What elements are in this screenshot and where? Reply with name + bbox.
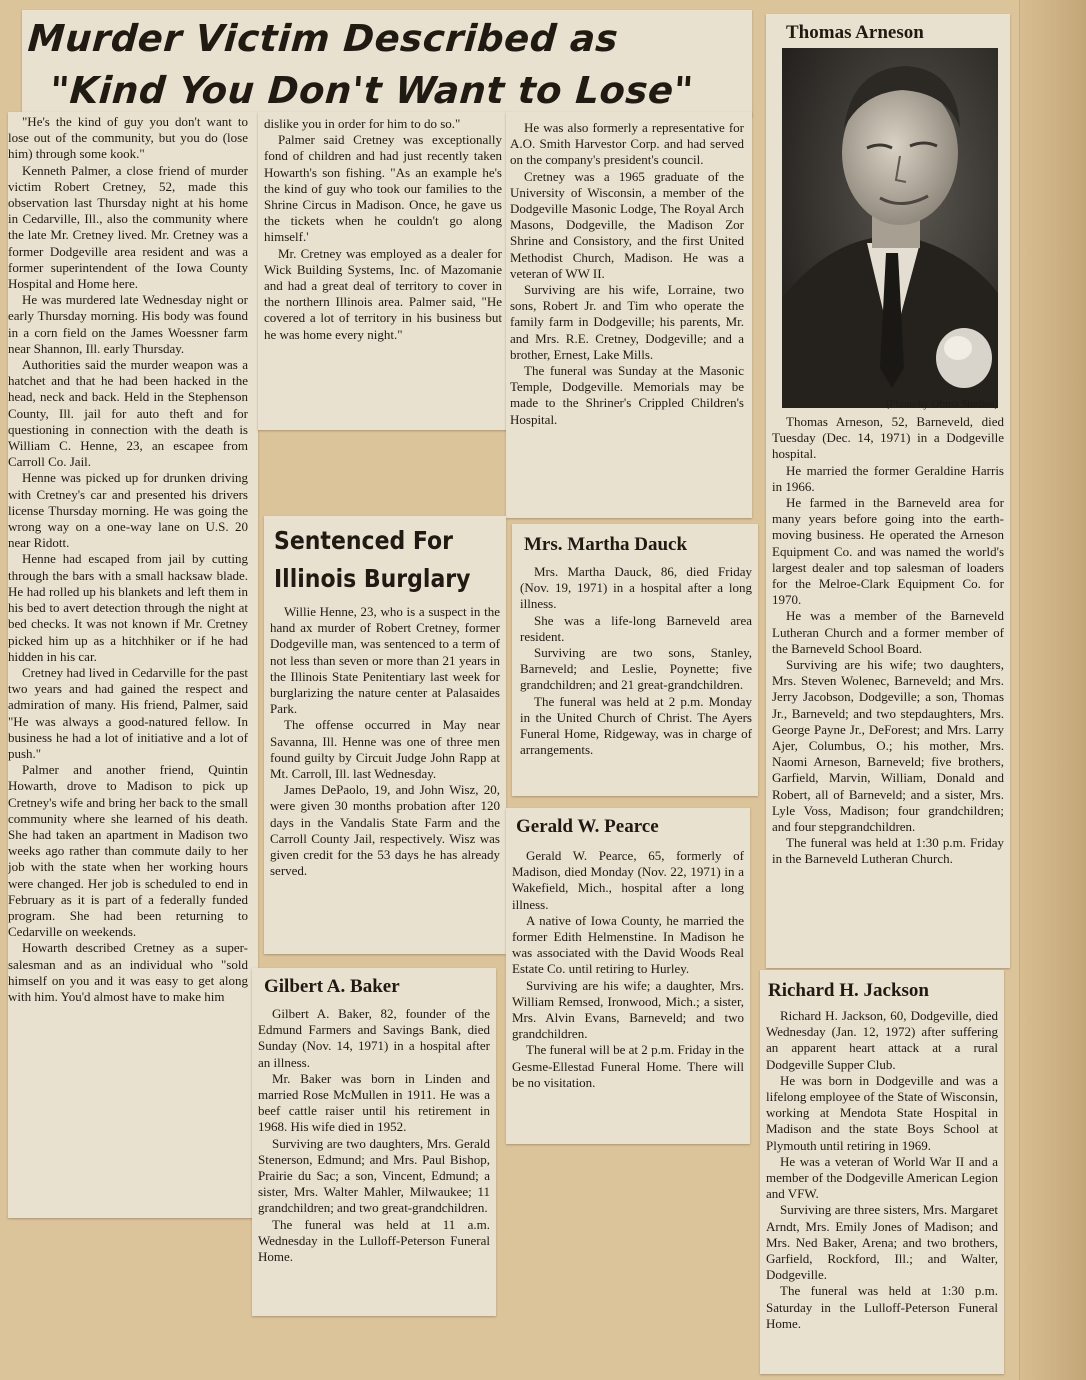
portrait-illustration	[782, 48, 998, 408]
article-paragraph: He farmed in the Barneveld area for many years before going into the earth-moving business. He operated the Arneson Equipment Co. and was named the world's largest dealer and top salesman of loaders for the Melroe-Clark Equipment Co. for 1970.	[772, 495, 1004, 608]
headline-line-1: Murder Victim Described as	[26, 17, 620, 60]
sentenced-headline-1: Sentenced For	[274, 526, 453, 555]
murder-article-column-3	[510, 120, 744, 428]
article-paragraph: A native of Iowa County, he married the former Edith Helmenstine. In Madison he was associated with the David Woods Real Estate Co. until retiring to Hurley.	[512, 912, 744, 977]
obituary-pearce	[506, 808, 750, 1144]
article-paragraph: Howarth described Cretney as a super-salesman and as an individual who "sold himself on you and it was easy to get along with him. You'd almost have to make him	[8, 940, 248, 1004]
scrapbook-page-edge	[1019, 0, 1086, 1380]
article-paragraph: James DePaolo, 19, and John Wisz, 20, were given 30 months probation after 120 days in the Vandalis State Farm and the Carroll County Jail, respectively. Wisz was given credit for the 53 days he has already served.	[270, 782, 500, 879]
murder-article-col3-clip	[506, 112, 752, 518]
article-paragraph: Mr. Baker was born in Linden and married Rose McMullen in 1911. He was a beef cattle raiser until his retirement in 1968. His wife died in 1952.	[258, 1070, 490, 1135]
article-paragraph: Thomas Arneson, 52, Barneveld, died Tuesday (Dec. 14, 1971) in a Dodgeville hospital.	[772, 414, 1004, 462]
headline-line-2: "Kind You Don't Want to Lose"	[48, 69, 695, 112]
obituary-jackson	[760, 970, 1004, 1374]
article-paragraph: He was a veteran of World War II and a member of the Dodgeville American Legion and VFW.	[766, 1153, 998, 1202]
article-paragraph: He was born in Dodgeville and was a lifelong employee of the State of Wisconsin, working at Mendota State Hospital in Madison and the state Boys School at Plymouth until retiring in 1969.	[766, 1072, 998, 1153]
article-paragraph: Palmer and another friend, Quintin Howarth, drove to Madison to pick up Cretney's wife and bring her back to the small community where she learned of his death. She had taken an apartment in Madison two weeks ago rather than commute daily to her job with the state when her working hours were changed. Her job is scheduled to end in February as it is part of a federally funded program. She had been returning to Cedarville on weekends.	[8, 762, 248, 940]
article-paragraph: The funeral will be at 2 p.m. Friday in the Gesme-Ellestad Funeral Home. There will be no visitation.	[512, 1042, 744, 1090]
obituary-body	[766, 1008, 998, 1332]
article-paragraph: She was a life-long Barneveld area resident.	[520, 612, 752, 644]
obituary-body	[520, 564, 752, 758]
obituary-body	[512, 848, 744, 1091]
article-paragraph: Cretney was a 1965 graduate of the University of Wisconsin, a member of the Dodgeville Masonic Lodge, The Royal Arch Masons, Dodgeville, the Madison Zor Shrine and Consistory, and the first United Methodist Church, Madison. He was a veteran of WW II.	[510, 168, 744, 281]
obituary-name: Mrs. Martha Dauck	[524, 534, 688, 555]
obituary-name: Gerald W. Pearce	[516, 816, 659, 837]
article-paragraph: Surviving are two sons, Stanley, Barneveld; and Leslie, Poynette; five grandchildren; and 21 great-grandchildren.	[520, 645, 752, 693]
article-paragraph: He was a member of the Barneveld Lutheran Church and a former member of the Barneveld School Board.	[772, 608, 1004, 656]
article-paragraph: He married the former Geraldine Harris in 1966.	[772, 462, 1004, 494]
article-paragraph: Kenneth Palmer, a close friend of murder victim Robert Cretney, 52, made this observation last Thursday night at his home in Cedarville, Ill., also the community where the late Mr. Cretney lived. Mr. Cretney was a former Dodgeville area resident and was a former superintendent of the Iowa County Hospital and Home here.	[8, 162, 248, 292]
article-paragraph: He was also formerly a representative for A.O. Smith Harvestor Corp. and had served on the company's president's council.	[510, 120, 744, 168]
article-paragraph: The offense occurred in May near Savanna, Ill. Henne was one of three men found guilty by Circuit Judge John Rapp at Mt. Carroll, Ill. last Wednesday.	[270, 717, 500, 782]
sentenced-body	[270, 604, 500, 879]
obituary-arneson	[766, 14, 1010, 968]
murder-article-column-2	[264, 116, 502, 343]
obituary-body	[258, 1006, 490, 1265]
article-paragraph: Surviving are his wife, Lorraine, two sons, Robert Jr. and Tim who operate the family farm in Dodgeville; his parents, Mr. and Mrs. R.E. Cretney, Dodgeville; and a brother, Ernest, Lake Mills.	[510, 282, 744, 362]
article-paragraph: The funeral was held at 2 p.m. Monday in the United Church of Christ. The Ayers Funeral Home, Ridgeway, was in charge of arrangements.	[520, 693, 752, 758]
article-paragraph: Authorities said the murder weapon was a hatchet and that he had been hacked in the head, neck and back. Held in the Stephenson County, Ill. jail for auto theft and for questioning in connection with the death is William C. Henne, 23, an escapee from Carroll Co. Jail.	[8, 357, 248, 470]
obituary-name: Gilbert A. Baker	[264, 976, 400, 997]
article-paragraph: He was murdered late Wednesday night or early Thursday morning. His body was found in a corn field on the James Woessner farm near Shannon, Ill. early Thursday.	[8, 292, 248, 356]
article-paragraph: Richard H. Jackson, 60, Dodgeville, died Wednesday (Jan. 12, 1972) after suffering an apparent heart attack at a rural Dodgeville Supper Club.	[766, 1008, 998, 1072]
obituary-baker	[252, 968, 496, 1316]
article-paragraph: The funeral was held at 1:30 p.m. Saturday in the Lulloff-Peterson Funeral Home.	[766, 1283, 998, 1331]
article-paragraph: Surviving are his wife; a daughter, Mrs. William Remsed, Ironwood, Mich.; a sister, Mrs. Alvin Evans, Barneveld; and two grandchildren.	[512, 977, 744, 1042]
article-paragraph: Mr. Cretney was employed as a dealer for Wick Building Systems, Inc. of Mazomanie and had a great deal of territory to cover in the northern Illinois area. Palmer said, "He covered a lot of territory in his business but he was home every night."	[264, 245, 502, 342]
article-paragraph: Gerald W. Pearce, 65, formerly of Madison, died Monday (Nov. 22, 1971) in a Wakefield, Mich., hospital after a long illness.	[512, 848, 744, 912]
article-paragraph: Surviving are his wife; two daughters, Mrs. Steven Wolenec, Barneveld; and Mrs. Jerry Jacobson, Dodgeville; a son, Thomas Jr., Barneveld; and two stepdaughters, Mrs. George Payne Jr., DeForest; and Mrs. Larry Ajer, Columbus, O.; his mother, Mrs. Naomi Arneson, Barneveld; five brothers, Garfield, Marvin, William, Donald and Robert, all of Barneveld; and a sister, Mrs. Lyle Voss, Madison; four grandchildren; and four stepgrandchildren.	[772, 657, 1004, 835]
article-paragraph: "He's the kind of guy you don't want to lose out of the community, but you do (lose him) through some kook."	[8, 114, 248, 162]
article-paragraph: Surviving are three sisters, Mrs. Margaret Arndt, Mrs. Emily Jones of Madison; and Mrs. Ned Baker, Arena; and two brothers, Garfield, Rockford, Ill.; and Walter, Dodgeville.	[766, 1202, 998, 1283]
murder-article-headline-strip	[22, 10, 752, 116]
article-paragraph: Surviving are two daughters, Mrs. Gerald Stenerson, Edmund; and Mrs. Paul Bishop, Prairie du Sac; a son, Vincent, Edmund; a sister, Mrs. Walter Mahler, Milwaukee; 11 grandchildren; and two great-grandchildren.	[258, 1135, 490, 1216]
article-paragraph: Gilbert A. Baker, 82, founder of the Edmund Farmers and Savings Bank, died Sunday (Nov. 14, 1971) in a hospital after an illness.	[258, 1006, 490, 1070]
article-paragraph: The funeral was held at 1:30 p.m. Friday in the Barneveld Lutheran Church.	[772, 835, 1004, 867]
murder-article-col2-clip	[258, 112, 508, 430]
article-paragraph: dislike you in order for him to do so."	[264, 116, 461, 131]
photo-caption: (Photo by Obma Studios)	[885, 398, 998, 410]
article-paragraph: The funeral was Sunday at the Masonic Temple, Dodgeville. Memorials may be made to the Shriner's Crippled Children's Hospital.	[510, 363, 744, 427]
obituary-body	[772, 414, 1004, 868]
article-paragraph: Willie Henne, 23, who is a suspect in the hand ax murder of Robert Cretney, former Dodgeville man, was sentenced to a term of not less than seven or more than 21 years in the Illinois State Penitentiary last week for burglarizing the nature center at Palasaides Park.	[270, 604, 500, 717]
obituary-name: Thomas Arneson	[786, 22, 924, 43]
murder-article-col1-clip	[8, 112, 258, 1218]
article-paragraph: Henne was picked up for drunken driving with Cretney's car and presented his drivers license Thursday morning. He was going the wrong way on a one-way lane on U.S. 20 near Ridott.	[8, 470, 248, 551]
article-paragraph: Palmer said Cretney was exceptionally fond of children and had just recently taken Howarth's son fishing. "As an example he's the kind of guy who took our families to the Shrine Circus in Madison. Once, he gave us the tickets when he couldn't go along himself.'	[264, 132, 502, 245]
murder-article-column-1	[8, 114, 248, 1005]
sentenced-clipping	[264, 516, 506, 954]
sentenced-headline-2: Illinois Burglary	[274, 564, 471, 593]
obituary-name: Richard H. Jackson	[768, 980, 929, 1001]
article-paragraph: The funeral was held at 11 a.m. Wednesday in the Lulloff-Peterson Funeral Home.	[258, 1216, 490, 1265]
article-paragraph: Mrs. Martha Dauck, 86, died Friday (Nov. 19, 1971) in a hospital after a long illness.	[520, 564, 752, 612]
obituary-dauck	[512, 524, 758, 796]
article-paragraph: Cretney had lived in Cedarville for the past two years and had gained the respect and admiration of many. His friend, Palmer, said "He was always a good-natured fellow. In business he had a lot of initiative and a lot of push."	[8, 664, 248, 761]
portrait-photo	[782, 48, 998, 408]
article-paragraph: Henne had escaped from jail by cutting through the bars with a small hacksaw blade. He had rolled up his blankets and left them in his bed to avert detection through the night at bed checks. It was not known if Mr. Cretney picked him up as a hitchhiker or if he had hidden in his car.	[8, 551, 248, 664]
